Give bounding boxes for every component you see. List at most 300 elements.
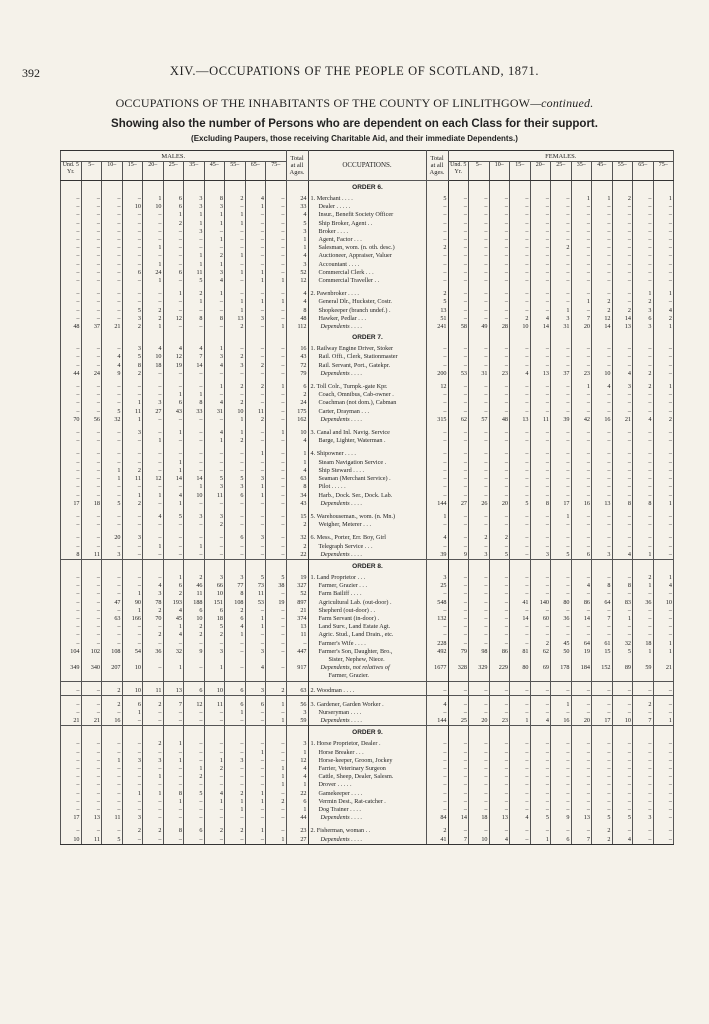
- male-count-cell: –: [225, 277, 246, 285]
- female-count-cell: –: [551, 475, 572, 483]
- male-total-cell: 52: [286, 590, 308, 598]
- male-count-cell: 2: [122, 467, 143, 475]
- male-count-cell: –: [61, 203, 82, 211]
- male-count-cell: 11: [143, 687, 164, 696]
- male-count-cell: –: [61, 307, 82, 315]
- female-count-cell: 13: [571, 814, 592, 822]
- male-count-cell: –: [143, 574, 164, 582]
- male-count-cell: –: [245, 607, 266, 615]
- male-count-cell: –: [163, 483, 184, 491]
- male-count-cell: 5: [102, 500, 123, 508]
- empty-cell: [469, 726, 490, 741]
- male-count-cell: –: [266, 399, 287, 407]
- male-total-cell: 63: [286, 475, 308, 483]
- female-count-cell: –: [448, 749, 469, 757]
- male-count-cell: –: [102, 827, 123, 835]
- female-count-cell: –: [448, 709, 469, 717]
- female-total-cell: –: [426, 252, 448, 260]
- male-count-cell: –: [61, 534, 82, 542]
- male-count-cell: –: [61, 244, 82, 252]
- male-count-cell: 2: [225, 607, 246, 615]
- female-count-cell: –: [612, 261, 633, 269]
- male-count-cell: 2: [245, 362, 266, 370]
- female-count-cell: –: [592, 399, 613, 407]
- male-count-cell: [102, 672, 123, 681]
- female-count-cell: –: [592, 353, 613, 361]
- female-count-cell: –: [571, 687, 592, 696]
- female-age-header: 20–: [530, 162, 551, 181]
- female-count-cell: –: [510, 790, 531, 798]
- male-count-cell: –: [61, 211, 82, 219]
- male-count-cell: –: [102, 290, 123, 298]
- male-count-cell: –: [184, 709, 205, 717]
- male-total-cell: 2: [286, 391, 308, 399]
- female-count-cell: –: [612, 827, 633, 835]
- male-count-cell: –: [102, 228, 123, 236]
- male-count-cell: –: [122, 261, 143, 269]
- male-count-cell: –: [81, 757, 102, 765]
- female-count-cell: 21: [612, 416, 633, 424]
- occupation-label: Horse-keeper, Groom, Jockey: [308, 757, 426, 765]
- male-count-cell: 13: [225, 315, 246, 323]
- female-count-cell: –: [592, 765, 613, 773]
- male-count-cell: –: [102, 521, 123, 529]
- male-count-cell: 19: [266, 599, 287, 607]
- male-count-cell: 1: [143, 261, 164, 269]
- female-count-cell: –: [510, 269, 531, 277]
- male-count-cell: –: [81, 773, 102, 781]
- male-count-cell: –: [102, 749, 123, 757]
- female-count-cell: –: [612, 437, 633, 445]
- female-count-cell: –: [633, 408, 654, 416]
- female-count-cell: –: [612, 450, 633, 458]
- female-total-cell: –: [426, 798, 448, 806]
- female-count-cell: –: [612, 623, 633, 631]
- female-total-cell: 12: [426, 383, 448, 391]
- male-count-cell: –: [81, 298, 102, 306]
- female-count-cell: –: [510, 709, 531, 717]
- male-count-cell: 1: [184, 391, 205, 399]
- occupation-label: Barge, Lighter, Waterman .: [308, 437, 426, 445]
- female-count-cell: –: [551, 590, 572, 598]
- female-count-cell: –: [551, 252, 572, 260]
- male-count-cell: –: [102, 399, 123, 407]
- female-count-cell: –: [530, 631, 551, 639]
- occupation-label: Coachman (not dom.), Cabman: [308, 399, 426, 407]
- female-total-cell: 132: [426, 615, 448, 623]
- male-count-cell: –: [204, 806, 225, 814]
- female-count-cell: –: [489, 582, 510, 590]
- male-total-cell: 79: [286, 370, 308, 378]
- occupation-label: Ship Broker, Agent . .: [308, 220, 426, 228]
- female-count-cell: –: [551, 827, 572, 835]
- male-count-cell: –: [143, 500, 164, 508]
- female-count-cell: –: [653, 220, 674, 228]
- male-count-cell: –: [61, 220, 82, 228]
- male-count-cell: –: [143, 391, 164, 399]
- male-count-cell: –: [266, 790, 287, 798]
- female-count-cell: 13: [530, 370, 551, 378]
- female-count-cell: [448, 656, 469, 664]
- male-total-cell: 43: [286, 353, 308, 361]
- male-count-cell: 4: [102, 362, 123, 370]
- female-count-cell: 3: [612, 383, 633, 391]
- female-count-cell: 14: [510, 615, 531, 623]
- table-row: [61, 228, 674, 236]
- male-count-cell: 56: [81, 416, 102, 424]
- male-count-cell: –: [143, 798, 164, 806]
- empty-cell: [122, 726, 143, 741]
- male-count-cell: –: [163, 370, 184, 378]
- table-row: [61, 362, 674, 370]
- male-count-cell: –: [122, 806, 143, 814]
- male-count-cell: –: [266, 437, 287, 445]
- male-count-cell: 45: [163, 615, 184, 623]
- male-count-cell: –: [225, 345, 246, 353]
- male-count-cell: [225, 672, 246, 681]
- male-count-cell: –: [184, 534, 205, 542]
- female-count-cell: –: [530, 450, 551, 458]
- male-count-cell: 1: [266, 773, 287, 781]
- female-count-cell: –: [592, 228, 613, 236]
- male-count-cell: 11: [245, 408, 266, 416]
- female-count-cell: –: [633, 228, 654, 236]
- male-count-cell: 1: [204, 437, 225, 445]
- table-row: [61, 551, 674, 560]
- female-count-cell: –: [448, 631, 469, 639]
- male-count-cell: –: [266, 513, 287, 521]
- female-count-cell: –: [592, 543, 613, 551]
- female-count-cell: 1: [571, 383, 592, 391]
- male-count-cell: 2: [266, 687, 287, 696]
- table-row: [61, 814, 674, 822]
- male-count-cell: –: [184, 717, 205, 726]
- male-count-cell: –: [225, 261, 246, 269]
- table-row: [61, 709, 674, 717]
- occupation-label: Vermin Dest., Rat-catcher .: [308, 798, 426, 806]
- female-count-cell: –: [489, 467, 510, 475]
- male-count-cell: –: [81, 543, 102, 551]
- female-count-cell: –: [489, 599, 510, 607]
- male-count-cell: 1: [225, 307, 246, 315]
- female-count-cell: –: [612, 773, 633, 781]
- male-count-cell: 18: [81, 500, 102, 508]
- female-count-cell: –: [510, 437, 531, 445]
- female-count-cell: 1: [571, 195, 592, 203]
- male-count-cell: –: [81, 203, 102, 211]
- female-count-cell: –: [653, 709, 674, 717]
- male-count-cell: 1: [245, 483, 266, 491]
- male-count-cell: 1: [245, 277, 266, 285]
- female-count-cell: –: [448, 277, 469, 285]
- female-count-cell: –: [592, 244, 613, 252]
- male-count-cell: 1: [266, 701, 287, 709]
- female-count-cell: 23: [571, 370, 592, 378]
- female-count-cell: –: [469, 582, 490, 590]
- male-total-cell: 19: [286, 574, 308, 582]
- female-count-cell: –: [530, 687, 551, 696]
- empty-cell: [102, 181, 123, 196]
- male-count-cell: –: [143, 467, 164, 475]
- female-count-cell: –: [510, 582, 531, 590]
- female-count-cell: 49: [469, 323, 490, 331]
- empty-cell: [612, 331, 633, 345]
- female-count-cell: –: [633, 467, 654, 475]
- male-count-cell: –: [102, 513, 123, 521]
- female-count-cell: –: [489, 701, 510, 709]
- order-heading-row: [61, 331, 674, 345]
- male-count-cell: 1: [184, 220, 205, 228]
- male-count-cell: –: [266, 269, 287, 277]
- female-count-cell: –: [612, 399, 633, 407]
- female-count-cell: –: [448, 290, 469, 298]
- female-count-cell: –: [489, 298, 510, 306]
- male-count-cell: –: [245, 551, 266, 560]
- occupation-label: Seaman (Merchant Service) .: [308, 475, 426, 483]
- male-count-cell: 3: [245, 648, 266, 656]
- female-count-cell: –: [612, 203, 633, 211]
- female-count-cell: –: [469, 315, 490, 323]
- female-count-cell: –: [469, 740, 490, 748]
- occupation-label: Farmer, Grazier . . .: [308, 582, 426, 590]
- female-count-cell: [510, 656, 531, 664]
- female-count-cell: –: [653, 827, 674, 835]
- occupation-label: Hawker, Pedlar . . .: [308, 315, 426, 323]
- female-count-cell: –: [551, 749, 572, 757]
- female-count-cell: –: [448, 383, 469, 391]
- male-count-cell: 1: [204, 798, 225, 806]
- male-count-cell: –: [81, 607, 102, 615]
- male-count-cell: –: [225, 203, 246, 211]
- female-count-cell: –: [592, 211, 613, 219]
- male-count-cell: –: [81, 269, 102, 277]
- empty-cell: [469, 559, 490, 574]
- female-count-cell: [571, 656, 592, 664]
- female-count-cell: 7: [571, 836, 592, 845]
- male-count-cell: 8: [184, 399, 205, 407]
- male-total-cell: 27: [286, 836, 308, 845]
- female-count-cell: 1: [551, 513, 572, 521]
- female-total-cell: –: [426, 459, 448, 467]
- male-count-cell: –: [122, 211, 143, 219]
- occupation-label: Agricultural Lab. (out-door) .: [308, 599, 426, 607]
- female-count-cell: –: [653, 467, 674, 475]
- female-count-cell: –: [489, 459, 510, 467]
- female-count-cell: 152: [592, 664, 613, 672]
- empty-cell: [530, 559, 551, 574]
- male-count-cell: –: [61, 765, 82, 773]
- table-row: [61, 749, 674, 757]
- female-count-cell: –: [530, 574, 551, 582]
- female-count-cell: 83: [612, 599, 633, 607]
- female-count-cell: –: [510, 220, 531, 228]
- male-count-cell: –: [81, 590, 102, 598]
- female-count-cell: –: [469, 623, 490, 631]
- male-count-cell: [61, 656, 82, 664]
- empty-cell: [163, 181, 184, 196]
- empty-cell: [102, 726, 123, 741]
- female-count-cell: –: [551, 450, 572, 458]
- occupation-label: Shepherd (out-door) . .: [308, 607, 426, 615]
- male-total-cell: 5: [286, 220, 308, 228]
- male-count-cell: 1: [163, 574, 184, 582]
- male-count-cell: –: [143, 664, 164, 672]
- female-count-cell: –: [571, 631, 592, 639]
- occupation-label: Agric. Stud., Land Drain., etc.: [308, 631, 426, 639]
- empty-cell: [61, 181, 82, 196]
- female-count-cell: –: [633, 806, 654, 814]
- table-body: [61, 181, 674, 845]
- female-count-cell: –: [592, 781, 613, 789]
- male-count-cell: 1: [143, 437, 164, 445]
- female-count-cell: 2: [633, 574, 654, 582]
- female-count-cell: 6: [551, 836, 572, 845]
- female-count-cell: 1: [633, 290, 654, 298]
- male-count-cell: –: [61, 615, 82, 623]
- male-count-cell: –: [81, 582, 102, 590]
- female-total-cell: 2: [426, 827, 448, 835]
- male-count-cell: –: [61, 261, 82, 269]
- female-count-cell: –: [653, 277, 674, 285]
- female-count-cell: –: [448, 195, 469, 203]
- male-count-cell: –: [184, 323, 205, 331]
- female-count-cell: –: [592, 236, 613, 244]
- male-count-cell: –: [143, 228, 164, 236]
- male-count-cell: –: [204, 370, 225, 378]
- female-count-cell: –: [510, 574, 531, 582]
- female-count-cell: –: [571, 429, 592, 437]
- order-heading-row: [61, 559, 674, 574]
- male-count-cell: 1: [163, 459, 184, 467]
- female-count-cell: –: [653, 513, 674, 521]
- female-count-cell: –: [530, 765, 551, 773]
- female-total-cell: –: [426, 228, 448, 236]
- female-count-cell: –: [448, 315, 469, 323]
- male-count-cell: –: [143, 551, 164, 560]
- male-count-cell: 1: [245, 615, 266, 623]
- male-count-cell: –: [184, 370, 205, 378]
- male-count-cell: –: [81, 790, 102, 798]
- female-count-cell: –: [653, 836, 674, 845]
- female-total-cell: 2: [426, 290, 448, 298]
- empty-cell: [530, 181, 551, 196]
- female-total-cell: –: [426, 773, 448, 781]
- female-total-cell: –: [426, 236, 448, 244]
- order-heading: ORDER 6.: [308, 181, 426, 196]
- female-count-cell: –: [530, 228, 551, 236]
- male-count-cell: –: [225, 459, 246, 467]
- female-count-cell: –: [633, 765, 654, 773]
- female-total-cell: –: [426, 709, 448, 717]
- male-count-cell: –: [61, 798, 82, 806]
- empty-cell: [489, 726, 510, 741]
- male-count-cell: –: [122, 483, 143, 491]
- male-count-cell: –: [81, 252, 102, 260]
- female-total-cell: –: [426, 781, 448, 789]
- female-count-cell: –: [469, 790, 490, 798]
- male-count-cell: –: [61, 383, 82, 391]
- table-row: [61, 599, 674, 607]
- male-count-cell: –: [143, 220, 164, 228]
- female-count-cell: 39: [551, 416, 572, 424]
- male-count-cell: –: [102, 261, 123, 269]
- male-total-cell: 8: [286, 483, 308, 491]
- male-count-cell: [61, 672, 82, 681]
- male-count-cell: –: [61, 827, 82, 835]
- female-count-cell: 23: [489, 717, 510, 726]
- female-count-cell: 16: [571, 500, 592, 508]
- female-count-cell: –: [530, 709, 551, 717]
- male-count-cell: 32: [102, 416, 123, 424]
- female-count-cell: –: [469, 475, 490, 483]
- male-count-cell: 3: [204, 648, 225, 656]
- female-count-cell: –: [592, 459, 613, 467]
- female-total-cell: –: [426, 345, 448, 353]
- female-count-cell: –: [489, 362, 510, 370]
- female-count-cell: –: [551, 261, 572, 269]
- male-count-cell: –: [81, 574, 102, 582]
- male-count-cell: 4: [163, 492, 184, 500]
- female-count-cell: –: [510, 590, 531, 598]
- female-count-cell: –: [612, 574, 633, 582]
- male-count-cell: –: [102, 709, 123, 717]
- female-count-cell: –: [592, 362, 613, 370]
- occupation-label: Accountant . . . .: [308, 261, 426, 269]
- occupation-label: Dependents . . . .: [308, 323, 426, 331]
- male-count-cell: 11: [245, 590, 266, 598]
- occupation-label: 4. Shipowner . . . .: [308, 450, 426, 458]
- male-count-cell: 6: [184, 607, 205, 615]
- male-count-cell: –: [61, 781, 82, 789]
- male-count-cell: –: [102, 640, 123, 648]
- female-count-cell: –: [469, 607, 490, 615]
- female-total-cell: –: [426, 261, 448, 269]
- male-count-cell: 4: [163, 345, 184, 353]
- female-count-cell: –: [469, 483, 490, 491]
- female-count-cell: 5: [612, 814, 633, 822]
- female-count-cell: –: [551, 806, 572, 814]
- male-count-cell: 90: [122, 599, 143, 607]
- empty-cell: [184, 726, 205, 741]
- female-count-cell: 1: [653, 195, 674, 203]
- female-count-cell: –: [592, 798, 613, 806]
- female-count-cell: –: [530, 513, 551, 521]
- female-count-cell: –: [551, 757, 572, 765]
- male-count-cell: 4: [143, 513, 164, 521]
- male-count-cell: –: [143, 717, 164, 726]
- male-count-cell: –: [122, 551, 143, 560]
- male-count-cell: –: [102, 798, 123, 806]
- male-count-cell: –: [245, 261, 266, 269]
- female-count-cell: [571, 672, 592, 681]
- female-count-cell: –: [653, 806, 674, 814]
- male-count-cell: 1: [204, 757, 225, 765]
- female-count-cell: –: [489, 615, 510, 623]
- male-count-cell: 3: [225, 483, 246, 491]
- occupation-label: Commercial Traveller . .: [308, 277, 426, 285]
- female-count-cell: –: [510, 773, 531, 781]
- female-count-cell: –: [510, 353, 531, 361]
- female-count-cell: –: [571, 798, 592, 806]
- male-count-cell: –: [245, 640, 266, 648]
- female-count-cell: [592, 672, 613, 681]
- female-count-cell: –: [448, 236, 469, 244]
- male-count-cell: 5: [266, 574, 287, 582]
- male-count-cell: 1: [184, 483, 205, 491]
- male-age-header: Und. 5 Yr.: [61, 162, 82, 181]
- female-count-cell: –: [571, 701, 592, 709]
- male-count-cell: –: [122, 391, 143, 399]
